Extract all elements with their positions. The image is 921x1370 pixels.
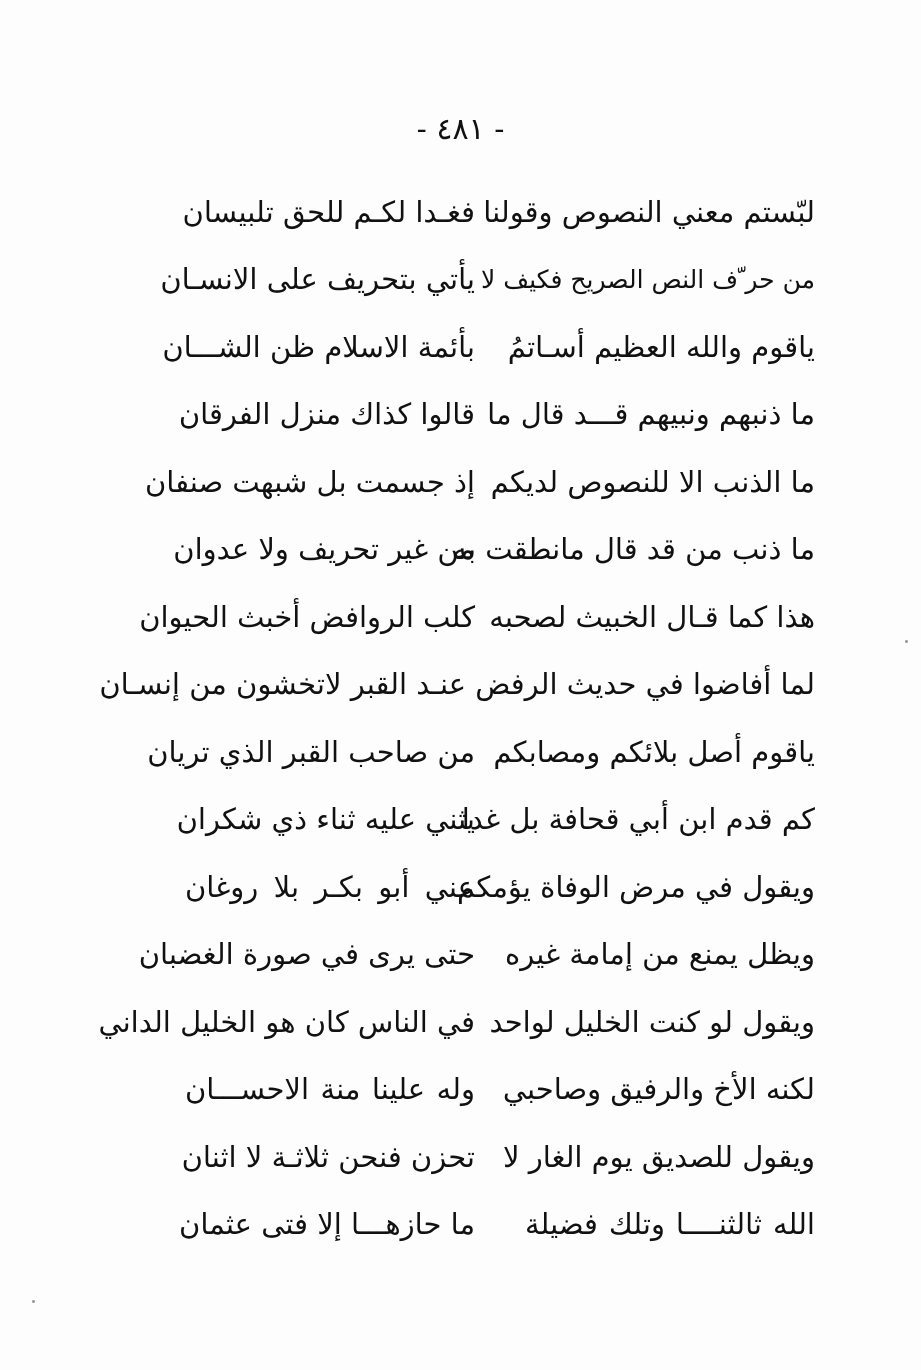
verse-line (176, 786, 815, 854)
verse-second-hemistich: عني أبو بكـر بلا روغان (185, 869, 475, 904)
verse-first-hemistich: ويظل يمنع من إمامة غيره (505, 937, 815, 972)
poem (98, 178, 815, 1258)
verse-line (139, 583, 815, 651)
verse-first-hemistich: ويقول لو كنت الخليل لواحد (489, 1004, 815, 1039)
verse-line (173, 516, 815, 584)
verse-line (182, 178, 815, 246)
verse-line (162, 313, 815, 381)
verse-first-hemistich: لبّستم معني النصوص وقولنا (483, 194, 815, 229)
verse-line (178, 381, 815, 449)
page-number: - ٤٨١ - (416, 112, 505, 147)
verse-first-hemistich: ياقوم أصل بلائكم ومصابكم (493, 734, 815, 769)
verse-first-hemistich: هذا كما قـال الخبيث لصحبه (489, 599, 815, 634)
verse-first-hemistich: من حر ّف النص الصريح فكيف لا (481, 264, 815, 294)
verse-second-hemistich: كلب الروافض أخبث الحيوان (139, 599, 475, 634)
verse-second-hemistich: فغـدا لكـم للحق تلبيسان (182, 194, 475, 229)
verse-line-full (99, 651, 815, 719)
verse-line (185, 1056, 815, 1124)
verse-line (138, 921, 815, 989)
verse-second-hemistich: حتى يرى في صورة الغضبان (138, 937, 475, 972)
verse-line (185, 853, 815, 921)
verse-second-hemistich: تحزن فنحن ثلاثـة لا اثنان (181, 1139, 475, 1174)
verse-first-hemistich: ما ذنبهم ونبيهم قـــد قال ما (487, 397, 815, 432)
verse-full-text: لما أفاضوا في حديث الرفض عنـد القبر لاتخشون من إنسـان (99, 667, 815, 702)
verse-second-hemistich: من صاحب القبر الذي تريان (147, 734, 475, 769)
verse-first-hemistich: لكنه الأخ والرفيق وصاحبي (502, 1072, 815, 1107)
verse-first-hemistich: كم قدم ابن أبي قحافة بل غدا (461, 802, 815, 837)
verse-second-hemistich: وله علينا منة الاحســـان (185, 1072, 475, 1107)
verse-second-hemistich: يأتي بتحريف على الانسـان (160, 262, 475, 297)
verse-first-hemistich: ما الذنب الا للنصوص لديكم (490, 464, 815, 499)
verse-second-hemistich: في الناس كان هو الخليل الداني (98, 1004, 475, 1039)
verse-line (98, 988, 815, 1056)
verse-line (145, 448, 815, 516)
verse-second-hemistich: بأئمة الاسلام ظن الشـــان (162, 329, 475, 364)
verse-line (147, 718, 815, 786)
verse-second-hemistich: إذ جسمت بل شبهت صنفان (145, 464, 475, 499)
verse-second-hemistich: يثني عليه ثناء ذي شكران (176, 802, 475, 837)
verse-first-hemistich: ياقوم والله العظيم أسـاتمُ (507, 329, 815, 364)
verse-line (160, 246, 815, 314)
paper-speck (905, 640, 908, 643)
verse-line (181, 1123, 815, 1191)
verse-second-hemistich: ما حازهـــا إلا فتى عثمان (179, 1207, 475, 1242)
verse-first-hemistich: الله ثالثنــــا وتلك فضيلة (525, 1207, 815, 1242)
verse-first-hemistich: ويقول للصديق يوم الغار لا (502, 1139, 815, 1174)
paper-speck (32, 1300, 35, 1303)
verse-second-hemistich: من غير تحريف ولا عدوان (173, 532, 475, 567)
verse-first-hemistich: ويقول في مرض الوفاة يؤمكم (457, 869, 815, 904)
verse-first-hemistich: ما ذنب من قد قال مانطقت به (452, 532, 815, 567)
verse-line (179, 1191, 815, 1259)
verse-second-hemistich: قالوا كذاك منزل الفرقان (178, 397, 475, 432)
